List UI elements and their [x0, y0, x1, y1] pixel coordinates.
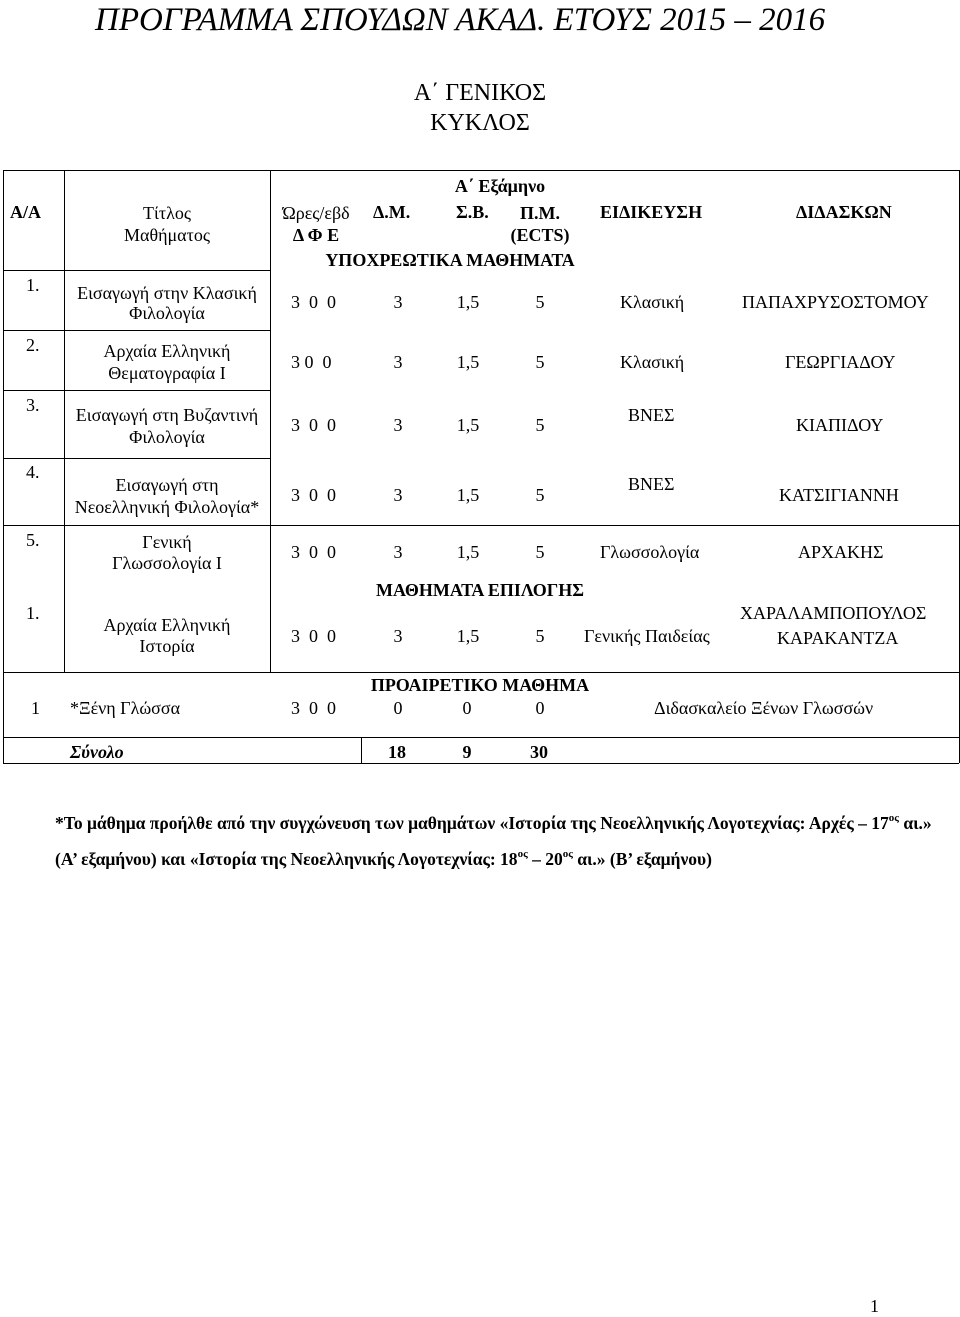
page-title: ΠΡΟΓΡΑΜΜΑ ΣΠΟΥΔΩΝ ΑΚΑΔ. ΕΤΟΥΣ 2015 – 2016 [95, 2, 826, 38]
header-pm-2: (ECTS) [510, 225, 570, 245]
course-sb: 1,5 [456, 626, 480, 646]
footnote-text-1: *Το μάθημα προήλθε από την συγχώνευση των μαθημάτων «Ιστορία της Νεοελληνικής Λογοτεχνίας: Αρχές – 17 [55, 813, 889, 833]
cycle-line-2: ΚΥΚΛΟΣ [430, 110, 530, 136]
row-number: 2. [26, 335, 40, 355]
course-title: *Ξένη Γλώσσα [70, 698, 181, 718]
footnote [55, 803, 945, 875]
course-pm: 0 [535, 698, 545, 718]
course-teacher-1: ΧΑΡΑΛΑΜΠΟΠΟΥΛΟΣ [740, 603, 927, 623]
course-title-2: Φιλολογία [129, 303, 205, 323]
compulsory-label: ΥΠΟΧΡΕΩΤΙΚΑ ΜΑΘΗΜΑΤΑ [325, 250, 575, 270]
course-spec: ΒΝΕΣ [628, 405, 675, 425]
total-dm: 18 [388, 742, 406, 762]
semester-label: Α΄ Εξάμηνο [454, 176, 546, 196]
course-pm: 5 [535, 415, 545, 435]
header-spec: ΕΙΔΙΚΕΥΣΗ [600, 202, 703, 222]
table-border-bottom [3, 763, 959, 764]
row-number: 1 [31, 698, 40, 718]
table-border-left [3, 170, 4, 763]
course-title-1: Γενική [142, 532, 192, 552]
footnote-text-3: – 20 [527, 849, 563, 869]
course-teacher-2: ΚΑΡΑΚΑΝΤΖΑ [777, 628, 899, 648]
course-dm: 0 [393, 698, 403, 718]
course-title-2: Ιστορία [139, 636, 195, 656]
total-label: Σύνολο [70, 742, 124, 762]
col-line [361, 737, 362, 763]
course-sb: 1,5 [456, 485, 480, 505]
course-dm: 3 [393, 485, 403, 505]
course-dm: 3 [393, 292, 403, 312]
course-title-1: Εισαγωγή στη [115, 475, 219, 495]
course-title-2: Γλωσσολογία Ι [112, 553, 222, 573]
table-border-top [3, 170, 959, 171]
course-spec: Κλασική [620, 292, 685, 312]
course-hours: 3 0 0 [291, 626, 336, 646]
header-pm-1: Π.Μ. [520, 203, 560, 223]
header-teachers: ΔΙΔΑΣΚΩΝ [796, 202, 892, 222]
course-teacher: ΠΑΠΑΧΡΥΣΟΣΤΟΜΟΥ [742, 292, 929, 312]
total-pm: 30 [530, 742, 548, 762]
optional-label: ΠΡΟΑΙΡΕΤΙΚΟ ΜΑΘΗΜΑ [370, 675, 590, 695]
course-dm: 3 [393, 415, 403, 435]
footnote-text-2: αι.» (Α’ εξαμήνου) και «Ιστορία της Νεοελληνικής Λογοτεχνίας: 18 [55, 813, 932, 869]
course-spec: ΒΝΕΣ [628, 474, 675, 494]
header-hours-1: Ώρες/εβδ [282, 203, 350, 223]
course-spec: Κλασική [620, 352, 685, 372]
row-line [3, 270, 270, 271]
course-teacher: ΓΕΩΡΓΙΑΔΟΥ [785, 352, 896, 372]
footnote-sup-1: ος [888, 812, 899, 824]
course-sb: 1,5 [456, 415, 480, 435]
row-line [3, 330, 270, 331]
course-teacher: ΚΑΤΣΙΓΙΑΝΝΗ [779, 485, 899, 505]
course-hours: 3 0 0 [291, 698, 336, 718]
course-dm: 3 [393, 542, 403, 562]
course-pm: 5 [535, 542, 545, 562]
header-aa: Α/Α [10, 202, 41, 222]
course-sb: 0 [462, 698, 472, 718]
footnote-sup-3: ος [562, 848, 573, 860]
course-title-2: Νεοελληνική Φιλολογία* [74, 497, 260, 517]
course-teacher: ΑΡΧΑΚΗΣ [798, 542, 884, 562]
course-dm: 3 [393, 626, 403, 646]
course-hours: 3 0 0 [291, 542, 336, 562]
course-title-1: Αρχαία Ελληνική [103, 341, 231, 361]
course-title-2: Θεματογραφία Ι [108, 363, 226, 383]
course-sb: 1,5 [456, 352, 480, 372]
course-teacher: Διδασκαλείο Ξένων Γλωσσών [654, 698, 874, 718]
row-number: 3. [26, 395, 40, 415]
row-line [3, 672, 959, 673]
header-title-2: Μαθήματος [124, 225, 210, 245]
course-dm: 3 [393, 352, 403, 372]
course-hours: 3 0 0 [291, 292, 336, 312]
header-hours-2: Δ Φ Ε [292, 225, 340, 245]
page-number: 1 [870, 1296, 879, 1316]
total-sb: 9 [462, 742, 472, 762]
course-spec: Γλωσσολογία [600, 542, 700, 562]
footnote-sup-2: ος [517, 848, 528, 860]
course-title-1: Εισαγωγή στην Κλασική [77, 283, 257, 303]
header-title-1: Τίτλος [143, 203, 191, 223]
row-number: 1. [26, 275, 40, 295]
course-sb: 1,5 [456, 292, 480, 312]
row-line [3, 458, 270, 459]
elective-label: ΜΑΘΗΜΑΤΑ ΕΠΙΛΟΓΗΣ [375, 580, 585, 600]
course-title-1: Εισαγωγή στη Βυζαντινή [75, 405, 259, 425]
course-title-2: Φιλολογία [129, 427, 205, 447]
row-line [3, 525, 959, 526]
row-number: 5. [26, 530, 40, 550]
course-pm: 5 [535, 626, 545, 646]
footnote-text-4: αι.» (Β’ εξαμήνου) [572, 849, 712, 869]
row-line [3, 390, 270, 391]
course-title-1: Αρχαία Ελληνική [103, 615, 231, 635]
course-pm: 5 [535, 485, 545, 505]
row-line [3, 737, 959, 738]
course-sb: 1,5 [456, 542, 480, 562]
course-pm: 5 [535, 292, 545, 312]
header-sb: Σ.Β. [456, 202, 489, 222]
course-teacher: ΚΙΑΠΙΔΟΥ [796, 415, 884, 435]
cycle-line-1: Α΄ ΓΕΝΙΚΟΣ [413, 80, 547, 106]
row-number: 1. [26, 603, 40, 623]
course-pm: 5 [535, 352, 545, 372]
course-hours: 3 0 0 [291, 415, 336, 435]
row-number: 4. [26, 462, 40, 482]
course-spec: Γενικής Παιδείας [584, 626, 710, 646]
course-hours: 3 0 0 [291, 485, 336, 505]
header-dm: Δ.Μ. [373, 202, 411, 222]
course-hours: 3 0 0 [291, 352, 332, 372]
